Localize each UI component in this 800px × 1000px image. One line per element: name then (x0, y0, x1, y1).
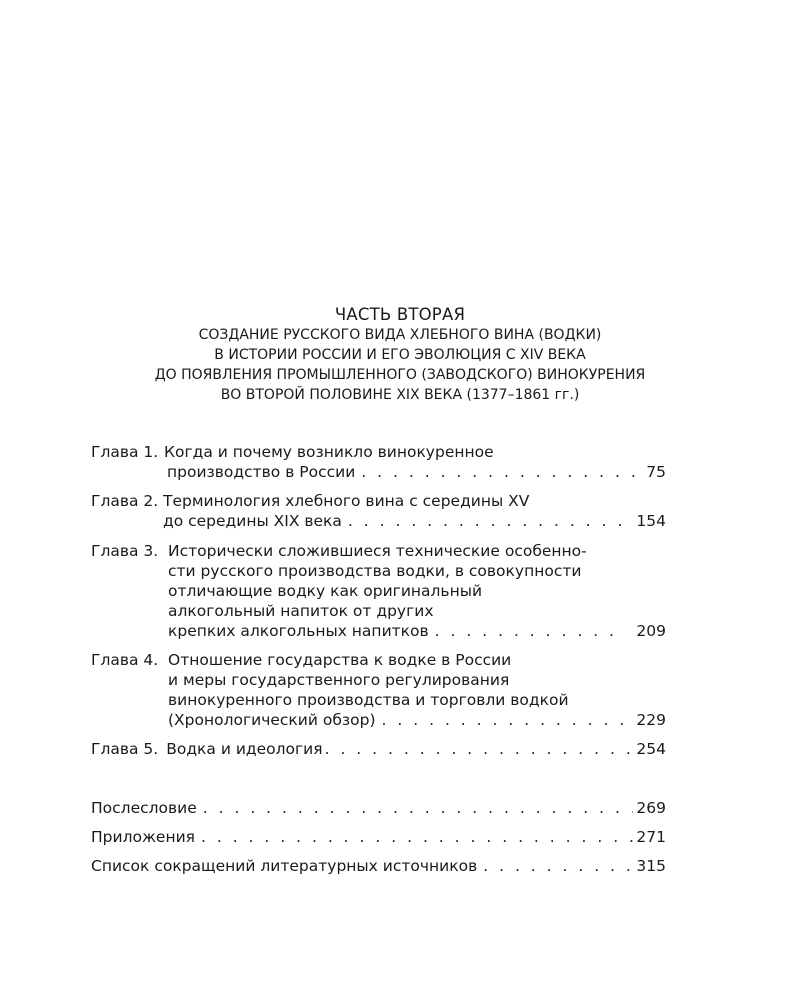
back-matter-title: Приложения (91, 828, 195, 846)
chapter-label: Глава 1. (91, 443, 159, 461)
page-number: 229 (636, 711, 666, 729)
dot-leader (203, 799, 634, 819)
chapter-title-line: до середины XIX века (163, 512, 342, 530)
chapter-title-line: и меры государственного регулирования (168, 671, 510, 689)
dot-leader (201, 828, 633, 848)
chapter-title-line: производство в России (167, 463, 356, 481)
dot-leader (382, 711, 634, 731)
toc-entry-abbreviations[interactable] (91, 857, 666, 877)
dot-leader (435, 622, 627, 642)
back-matter-title: Послесловие (91, 799, 197, 817)
part-subtitle-line: ВО ВТОРОЙ ПОЛОВИНЕ XIX ВЕКА (1377–1861 гг.) (220, 387, 580, 403)
chapter-title-last-line (167, 463, 666, 483)
dot-leader (483, 857, 633, 877)
toc-entry-afterword[interactable] (91, 799, 666, 819)
chapter-title-line: Терминология хлебного вина с середины XV (163, 492, 530, 510)
part-subtitle-line: ДО ПОЯВЛЕНИЯ ПРОМЫШЛЕННОГО (ЗАВОДСКОГО) ВИНОКУРЕНИЯ (154, 367, 646, 383)
chapter-label: Глава 3. (91, 542, 159, 560)
chapter-title-line: сти русского производства водки, в совокупности (168, 562, 582, 580)
chapter-title-line: Водка и идеология (166, 740, 323, 758)
chapter-title-line: винокуренного производства и торговли водкой (168, 691, 569, 709)
chapter-title-line: Когда и почему возникло винокуренное (164, 443, 494, 461)
chapter-title-line: Исторически сложившиеся технические особенно- (168, 542, 587, 560)
page-number: 154 (636, 512, 666, 530)
chapter-title-last-line (168, 711, 666, 731)
chapter-title-line: алкогольный напиток от других (168, 602, 434, 620)
page-number: 269 (636, 799, 666, 817)
page-number: 209 (636, 622, 666, 640)
chapter-title-line: Отношение государства к водке в России (168, 651, 512, 669)
page-number: 254 (636, 740, 666, 758)
dot-leader (325, 740, 634, 760)
toc-entry-appendices[interactable] (91, 828, 666, 848)
part-heading (0, 305, 800, 405)
chapter-title-last-line (163, 512, 666, 532)
part-title: ЧАСТЬ ВТОРАЯ (334, 305, 466, 324)
part-subtitle-line: СОЗДАНИЕ РУССКОГО ВИДА ХЛЕБНОГО ВИНА (ВОДКИ) (198, 327, 602, 343)
page-number: 271 (636, 828, 666, 846)
page-number: 75 (646, 463, 666, 481)
chapter-title-last-line (168, 622, 666, 642)
part-subtitle-line: В ИСТОРИИ РОССИИ И ЕГО ЭВОЛЮЦИЯ С XIV ВЕКА (214, 347, 586, 363)
dot-leader (348, 512, 633, 532)
dot-leader (361, 463, 643, 483)
back-matter-title: Список сокращений литературных источников (91, 857, 478, 875)
chapter-label: Глава 2. (91, 492, 159, 510)
page-number: 315 (636, 857, 666, 875)
chapter-title-line: крепких алкогольных напитков (168, 622, 429, 640)
chapter-title-line: отличающие водку как оригинальный (168, 582, 483, 600)
chapter-label: Глава 5. (91, 740, 159, 758)
chapter-title-line: (Хронологический обзор) (168, 711, 376, 729)
chapter-label: Глава 4. (91, 651, 159, 669)
toc-entry-chapter-5[interactable] (91, 740, 666, 760)
